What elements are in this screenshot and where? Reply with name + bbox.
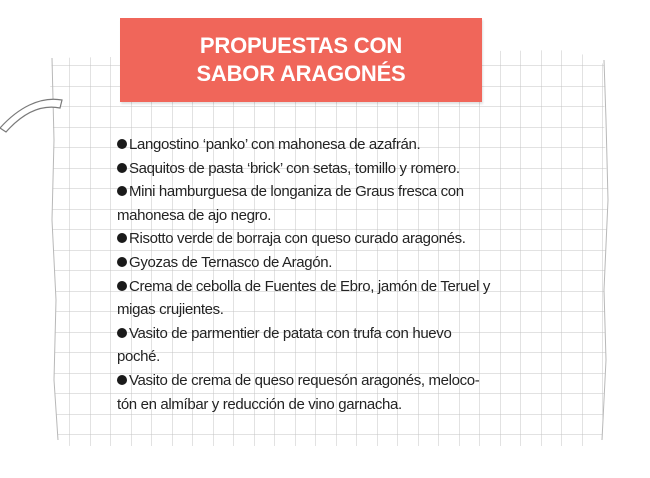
bullet-icon [117,139,127,149]
bullet-icon [117,186,127,196]
title-banner [120,18,482,102]
item-text-line: Risotto verde de borraja con queso curado aragonés. [129,230,466,248]
item-text-line: tón en almíbar y reducción de vino garnacha. [117,395,402,413]
bullet-icon [117,375,127,385]
item-text-line: mahonesa de ajo negro. [117,206,272,224]
list-item [117,275,547,322]
item-text-line: migas crujientes. [117,301,224,319]
item-text-line: Saquitos de pasta ‘brick’ con setas, tomillo y romero. [129,159,460,177]
title-line-2: SABOR ARAGONÉS [196,61,406,86]
bullet-icon [117,163,127,173]
list-item [117,251,547,275]
item-text-line: Vasito de parmentier de patata con trufa con huevo [129,324,452,342]
bullet-icon [117,281,127,291]
item-text-line: Crema de cebolla de Fuentes de Ebro, jamón de Teruel y [129,277,491,295]
list-item [117,133,547,157]
menu-list [117,133,547,416]
list-item [117,369,547,416]
bullet-icon [117,257,127,267]
item-text-line: Gyozas de Ternasco de Aragón. [129,253,333,271]
bullet-icon [117,233,127,243]
list-item [117,157,547,181]
list-item [117,227,547,251]
item-text-line: Mini hamburguesa de longaniza de Graus fresca con [129,183,464,201]
list-item [117,180,547,227]
item-text-line: poché. [117,348,160,366]
list-item [117,322,547,369]
item-text-line: Langostino ‘panko’ con mahonesa de azafrán. [129,136,421,153]
item-text-line: Vasito de crema de queso requesón aragonés, meloco- [129,371,480,389]
title-line-1: PROPUESTAS CON [199,33,403,58]
bullet-icon [117,328,127,338]
